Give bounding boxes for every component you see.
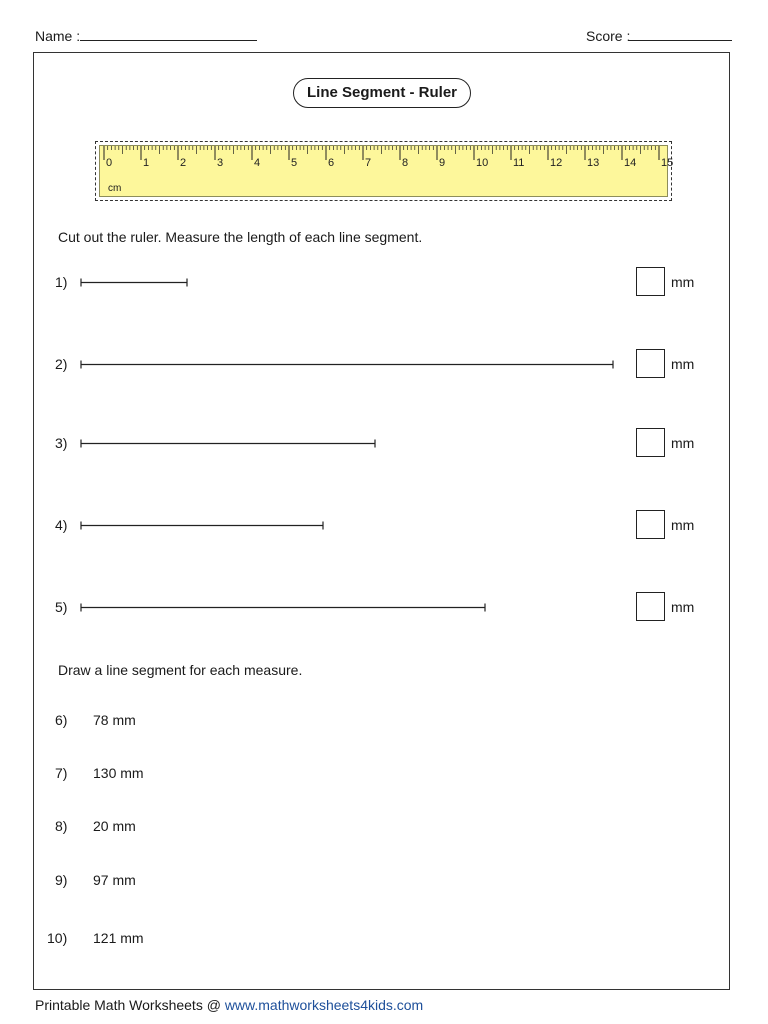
ruler-label: 5 [291, 157, 298, 169]
ruler-scale [100, 146, 674, 196]
ruler-unit-label: cm [108, 183, 122, 194]
ruler-label: 13 [587, 157, 600, 169]
question-number: 2) [55, 356, 68, 372]
measure-value: 130 mm [93, 765, 144, 781]
ruler-label: 11 [513, 157, 525, 169]
ruler-label: 8 [402, 157, 409, 169]
line-segment [80, 521, 324, 530]
ruler [99, 145, 674, 197]
question-number: 9) [55, 872, 68, 888]
ruler-label: 9 [439, 157, 446, 169]
answer-box[interactable] [636, 349, 665, 378]
ruler-label: 7 [365, 157, 372, 169]
worksheet-title: Line Segment - Ruler [293, 78, 471, 108]
line-segment [80, 439, 376, 448]
ruler-label: 10 [476, 157, 489, 169]
question-number: 7) [55, 765, 68, 781]
line-segment [80, 278, 188, 287]
name-field[interactable] [80, 40, 257, 41]
answer-box[interactable] [636, 510, 665, 539]
answer-box[interactable] [636, 592, 665, 621]
question-number: 6) [55, 712, 68, 728]
question-number: 8) [55, 818, 68, 834]
ruler-label: 1 [143, 157, 150, 169]
score-field[interactable] [628, 40, 732, 41]
footer-link[interactable]: www.mathworksheets4kids.com [224, 997, 424, 1013]
ruler-label: 4 [254, 157, 261, 169]
line-segment [80, 360, 614, 369]
ruler-label: 15 [661, 157, 674, 169]
question-number: 4) [55, 517, 68, 533]
answer-box[interactable] [636, 428, 665, 457]
ruler-label: 2 [180, 157, 187, 169]
answer-unit: mm [671, 517, 695, 533]
answer-box[interactable] [636, 267, 665, 296]
question-number: 5) [55, 599, 68, 615]
ruler-label: 0 [106, 157, 113, 169]
line-segment [80, 603, 486, 612]
measure-value: 20 mm [93, 818, 136, 834]
section2-instruction: Draw a line segment for each measure. [58, 662, 303, 678]
answer-unit: mm [671, 274, 695, 290]
name-label: Name : [35, 28, 81, 44]
measure-value: 97 mm [93, 872, 136, 888]
measure-value: 121 mm [93, 930, 144, 946]
ruler-label: 12 [550, 157, 563, 169]
footer-text: Printable Math Worksheets @ [35, 997, 225, 1013]
footer [35, 997, 423, 1013]
question-number: 10) [47, 930, 68, 946]
question-number: 3) [55, 435, 68, 451]
measure-value: 78 mm [93, 712, 136, 728]
ruler-label: 3 [217, 157, 224, 169]
answer-unit: mm [671, 599, 695, 615]
ruler-cutout [95, 141, 672, 201]
score-label: Score : [586, 28, 631, 44]
section1-instruction: Cut out the ruler. Measure the length of each line segment. [58, 229, 423, 245]
ruler-label: 14 [624, 157, 637, 169]
answer-unit: mm [671, 356, 695, 372]
answer-unit: mm [671, 435, 695, 451]
ruler-label: 6 [328, 157, 335, 169]
question-number: 1) [55, 274, 68, 290]
